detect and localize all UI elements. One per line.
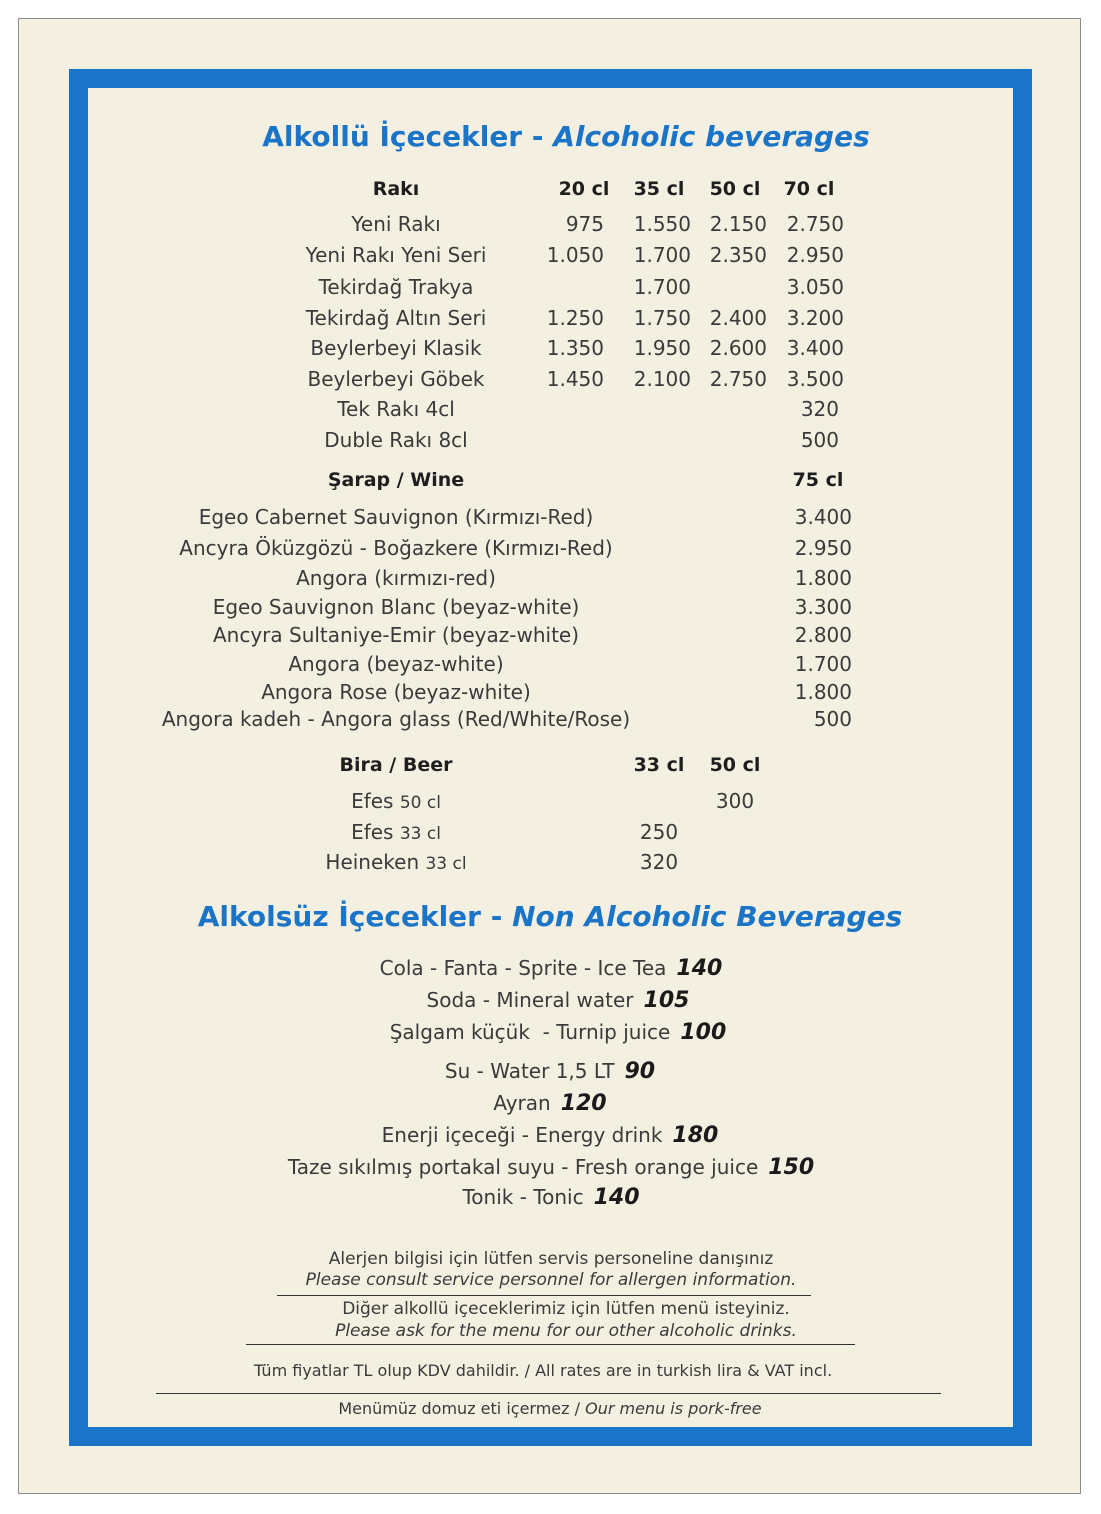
raki-size-35: 35 cl (633, 178, 685, 200)
beer-price: 300 (715, 789, 755, 813)
raki-item-name: Yeni Rakı (351, 212, 441, 236)
soft-drink-name: Enerji içeceği - Energy drink (381, 1123, 663, 1147)
raki-item-name: Tek Rakı 4cl (337, 397, 455, 421)
beer-item-size: 50 cl (399, 793, 441, 813)
allergen-note-en: Please consult service personnel for allergen information. (305, 1270, 797, 1290)
raki-size-70: 70 cl (783, 178, 835, 200)
soft-drink-price: 90 (624, 1059, 656, 1084)
beer-item (325, 852, 466, 873)
soft-drink-name: Taze sıkılmış portakal suyu - Fresh orange juice (287, 1155, 759, 1179)
soft-drink-price: 105 (643, 988, 690, 1013)
wine-item-name: Egeo Sauvignon Blanc (beyaz-white) (212, 595, 580, 619)
raki-price: 1.450 (546, 367, 604, 391)
beer-size-50: 50 cl (709, 754, 761, 776)
soft-drink-name: Cola - Fanta - Sprite - Ice Tea (379, 956, 667, 980)
raki-price: 2.100 (633, 367, 691, 391)
beer-item-size: 33 cl (425, 854, 467, 874)
raki-item-name: Tekirdağ Altın Seri (305, 306, 487, 330)
divider-line (246, 1344, 855, 1345)
soft-drink-item (382, 1125, 719, 1147)
vat-note: Tüm fiyatlar TL olup KDV dahildir. / All rates are in turkish lira & VAT incl. (253, 1361, 833, 1380)
soft-drink-item (445, 1061, 655, 1083)
pork-free-tr: Menümüz domuz eti içermez / (338, 1399, 586, 1418)
beer-item-name: Efes (351, 789, 394, 813)
raki-item-name: Beylerbeyi Göbek (307, 367, 485, 391)
raki-price: 3.500 (786, 367, 844, 391)
raki-price: 1.700 (633, 275, 691, 299)
alcoholic-title (262, 120, 870, 153)
raki-item-name: Beylerbeyi Klasik (310, 336, 482, 360)
beer-price: 320 (639, 850, 679, 874)
soft-drink-price: 140 (676, 956, 723, 981)
beer-item-name: Efes (351, 820, 394, 844)
wine-price: 1.800 (794, 680, 852, 704)
wine-price: 3.400 (794, 505, 852, 529)
beer-item-size: 33 cl (399, 824, 441, 844)
raki-header: Rakı (372, 178, 420, 200)
raki-price: 1.350 (546, 336, 604, 360)
raki-price: 3.400 (786, 336, 844, 360)
soft-drink-item (427, 990, 690, 1012)
raki-price: 2.750 (709, 367, 767, 391)
wine-price: 1.700 (794, 652, 852, 676)
raki-price: 2.750 (786, 212, 844, 236)
wine-item-name: Angora kadeh - Angora glass (Red/White/Rose) (161, 707, 631, 731)
wine-item-name: Angora (beyaz-white) (288, 652, 504, 676)
raki-price: 2.600 (709, 336, 767, 360)
soft-drink-name: Soda - Mineral water (426, 988, 634, 1012)
raki-item-name: Duble Rakı 8cl (324, 428, 468, 452)
beer-price: 250 (639, 820, 679, 844)
non-alcoholic-title-tr: Alkolsüz İçecekler - (197, 900, 513, 933)
wine-item-name: Ancyra Sultaniye-Emir (beyaz-white) (212, 623, 580, 647)
soft-drink-item (380, 958, 723, 980)
divider-line (156, 1393, 941, 1394)
beer-item (351, 822, 441, 843)
soft-drink-price: 100 (680, 1020, 727, 1045)
soft-drink-price: 150 (768, 1155, 815, 1180)
raki-price: 3.200 (786, 306, 844, 330)
raki-price: 1.250 (546, 306, 604, 330)
raki-price: 2.950 (786, 243, 844, 267)
wine-price: 3.300 (794, 595, 852, 619)
beer-item (351, 791, 441, 812)
soft-drink-name: Ayran (493, 1091, 551, 1115)
beer-size-33: 33 cl (633, 754, 685, 776)
other-drinks-note-en: Please ask for the menu for our other alcoholic drinks. (335, 1321, 797, 1341)
raki-price: 975 (565, 212, 604, 236)
wine-size: 75 cl (792, 469, 844, 491)
other-drinks-note-tr: Diğer alkollü içeceklerimiz için lütfen menü isteyiniz. (342, 1299, 790, 1319)
raki-price: 2.150 (709, 212, 767, 236)
raki-size-20: 20 cl (558, 178, 610, 200)
non-alcoholic-title-en: Non Alcoholic Beverages (512, 900, 903, 933)
soft-drink-price: 140 (593, 1185, 640, 1210)
raki-price: 1.700 (633, 243, 691, 267)
pork-free-en: Our menu is pork-free (585, 1399, 762, 1418)
raki-price: 2.350 (709, 243, 767, 267)
raki-size-50: 50 cl (709, 178, 761, 200)
alcoholic-title-en: Alcoholic beverages (553, 120, 870, 153)
raki-price: 1.950 (633, 336, 691, 360)
soft-drink-item (288, 1157, 814, 1179)
raki-price: 3.050 (786, 275, 844, 299)
alcoholic-title-tr: Alkollü İçecekler - (262, 120, 554, 153)
raki-price: 500 (800, 428, 839, 452)
divider-line (277, 1295, 811, 1296)
allergen-note-tr: Alerjen bilgisi için lütfen servis personeline danışınız (328, 1249, 774, 1269)
wine-item-name: Angora Rose (beyaz-white) (261, 680, 531, 704)
menu-panel (88, 88, 1013, 1427)
soft-drink-price: 120 (560, 1091, 607, 1116)
soft-drink-name: Şalgam küçük - Turnip juice (389, 1020, 671, 1044)
soft-drink-item (390, 1022, 727, 1044)
beer-item-name: Heineken (325, 850, 420, 874)
soft-drink-name: Tonik - Tonic (462, 1185, 584, 1209)
raki-price: 1.050 (546, 243, 604, 267)
wine-price: 1.800 (794, 566, 852, 590)
soft-drink-name: Su - Water 1,5 LT (444, 1059, 615, 1083)
soft-drink-price: 180 (672, 1123, 719, 1148)
wine-item-name: Egeo Cabernet Sauvignon (Kırmızı-Red) (198, 505, 594, 529)
raki-price: 1.750 (633, 306, 691, 330)
raki-item-name: Tekirdağ Trakya (318, 275, 474, 299)
soft-drink-item (462, 1187, 639, 1209)
raki-price: 320 (800, 397, 839, 421)
raki-item-name: Yeni Rakı Yeni Seri (305, 243, 487, 267)
raki-price: 1.550 (633, 212, 691, 236)
wine-header: Şarap / Wine (327, 469, 465, 491)
soft-drink-item (493, 1093, 606, 1115)
pork-free-note (338, 1401, 761, 1417)
wine-price: 2.950 (794, 536, 852, 560)
wine-price: 500 (813, 707, 852, 731)
wine-price: 2.800 (794, 623, 852, 647)
wine-item-name: Ancyra Öküzgözü - Boğazkere (Kırmızı-Red) (179, 536, 613, 560)
wine-item-name: Angora (kırmızı-red) (296, 566, 496, 590)
beer-header: Bira / Beer (339, 754, 453, 776)
raki-price: 2.400 (709, 306, 767, 330)
non-alcoholic-title (197, 900, 903, 933)
